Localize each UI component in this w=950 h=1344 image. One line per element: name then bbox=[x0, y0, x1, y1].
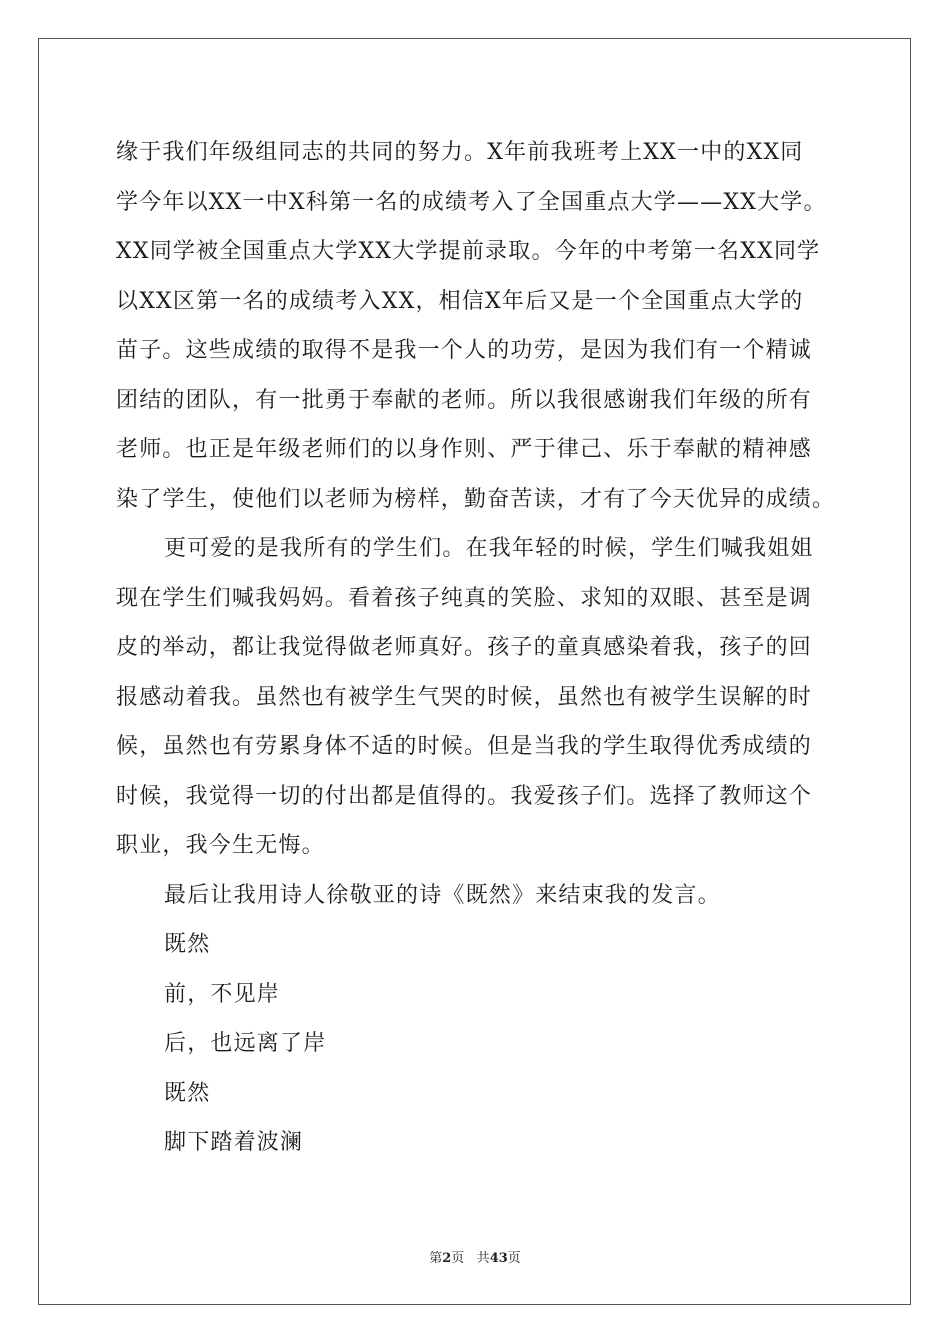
text-line: 老师。也正是年级老师们的以身作则、严于律己、乐于奉献的精神感 bbox=[116, 437, 813, 462]
text-line: 缘于我们年级组同志的共同的努力。X年前我班考上XX一中的XX同 bbox=[116, 140, 804, 165]
text-line: 团结的团队，有一批勇于奉献的老师。所以我很感谢我们年级的所有 bbox=[116, 387, 813, 413]
text-line: 候，虽然也有劳累身体不适的时候。但是当我的学生取得优秀成绩的 bbox=[116, 734, 813, 759]
total-suffix: 页 bbox=[507, 1251, 521, 1266]
page-prefix: 第 bbox=[429, 1251, 443, 1266]
text-line: XX同学被全国重点大学XX大学提前录取。今年的中考第一名XX同学 bbox=[116, 239, 821, 264]
page-footer bbox=[0, 1247, 950, 1266]
text-line: 时候，我觉得一切的付出都是值得的。我爱孩子们。选择了教师这个 bbox=[116, 783, 813, 809]
total-prefix: 共 bbox=[476, 1251, 490, 1266]
poem-line: 既然 bbox=[164, 932, 211, 957]
text-line: 皮的举动，都让我觉得做老师真好。孩子的童真感染着我，孩子的回 bbox=[116, 635, 813, 660]
poem-line: 前，不见岸 bbox=[164, 981, 281, 1007]
text-line: 更可爱的是我所有的学生们。在我年轻的时候，学生们喊我姐姐 bbox=[164, 536, 814, 561]
text-line: 最后让我用诗人徐敬亚的诗《既然》来结束我的发言。 bbox=[164, 882, 721, 908]
text-line: 苗子。这些成绩的取得不是我一个人的功劳，是因为我们有一个精诚 bbox=[116, 338, 813, 363]
text-line: 染了学生，使他们以老师为榜样，勤奋苦读，才有了今天优异的成绩。 bbox=[116, 486, 836, 512]
text-line: 职业，我今生无悔。 bbox=[116, 833, 325, 858]
poem-line: 既然 bbox=[164, 1080, 211, 1106]
poem-line: 后，也远离了岸 bbox=[164, 1031, 327, 1056]
text-line: 现在学生们喊我妈妈。看着孩子纯真的笑脸、求知的双眼、甚至是调 bbox=[116, 585, 813, 611]
text-line: 以XX区第一名的成绩考入XX，相信X年后又是一个全国重点大学的 bbox=[116, 288, 804, 314]
poem-line: 脚下踏着波澜 bbox=[164, 1130, 304, 1155]
text-line: 学今年以XX一中X科第一名的成绩考入了全国重点大学——XX大学。 bbox=[116, 189, 827, 215]
page-number: 2 bbox=[442, 1251, 452, 1266]
document-body bbox=[116, 128, 856, 1168]
total-pages: 43 bbox=[489, 1251, 508, 1266]
page-suffix: 页 bbox=[451, 1251, 465, 1266]
text-line: 报感动着我。虽然也有被学生气哭的时候，虽然也有被学生误解的时 bbox=[116, 684, 813, 710]
